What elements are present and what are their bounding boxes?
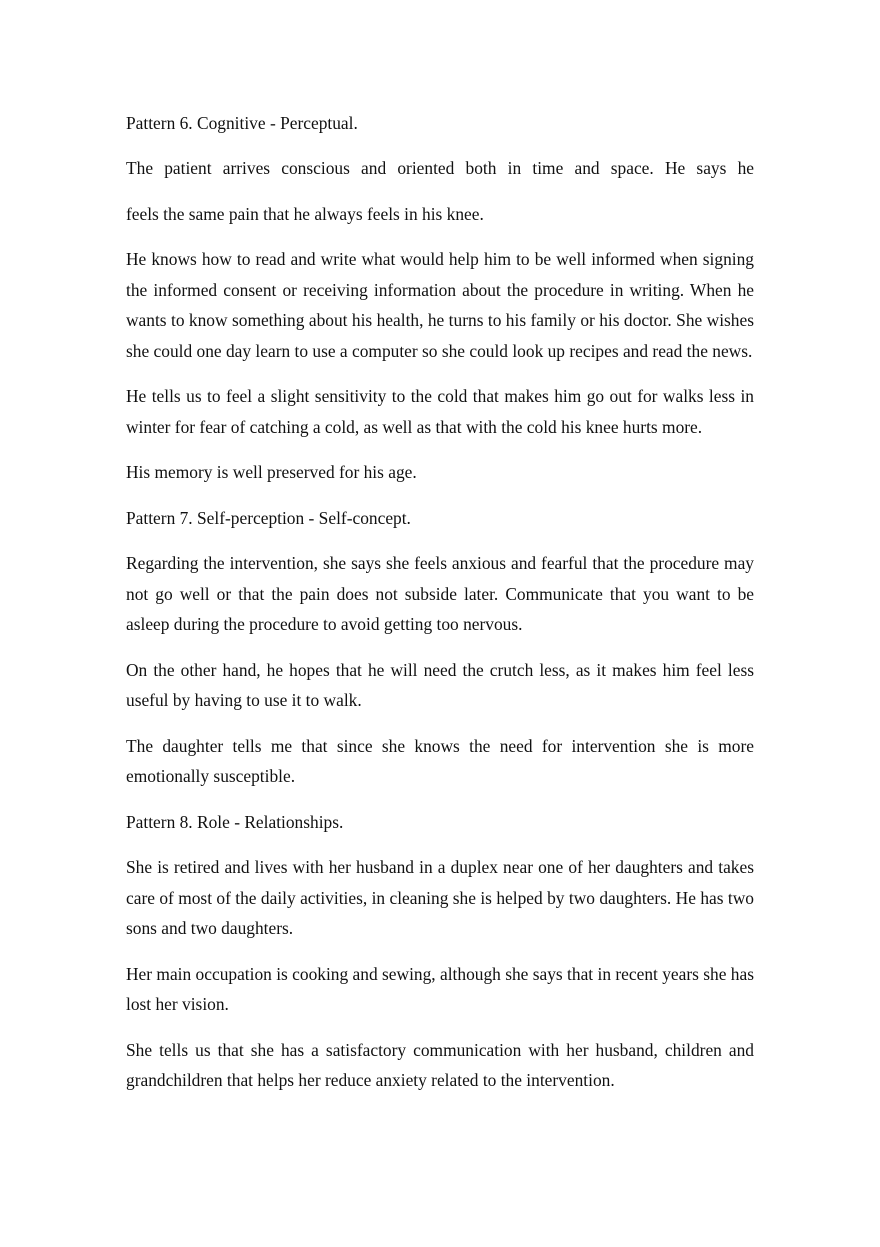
section-heading-pattern-6: Pattern 6. Cognitive - Perceptual.	[126, 113, 358, 133]
paragraph: The patient arrives conscious and oriented both in time and space. He says he	[126, 158, 754, 179]
section-heading-pattern-7: Pattern 7. Self-perception - Self-concept.	[126, 507, 411, 528]
paragraph: She is retired and lives with her husband in a duplex near one of her daughters and takes care of most of the daily activities, in cleaning she is helped by two daughters. He has two sons and two daughters.	[126, 857, 754, 939]
paragraph: He tells us to feel a slight sensitivity to the cold that makes him go out for walks less in winter for fear of catching a cold, as well as that with the cold his knee hurts more.	[126, 386, 754, 437]
paragraph: His memory is well preserved for his age.	[126, 462, 417, 483]
paragraph: On the other hand, he hopes that he will need the crutch less, as it makes him feel less useful by having to use it to walk.	[126, 659, 754, 711]
paragraph: He knows how to read and write what would help him to be well informed when signing the informed consent or receiving information about the procedure in writing. When he wants to know something about his health, he turns to his family or his doctor. She wishes she could one day learn to use a computer so she could look up recipes and read the news.	[126, 249, 754, 361]
document-body	[126, 108, 754, 1111]
paragraph: feels the same pain that he always feels in his knee.	[126, 203, 484, 224]
paragraph: Her main occupation is cooking and sewing, although she says that in recent years she has lost her vision.	[126, 963, 754, 1015]
paragraph: Regarding the intervention, she says she feels anxious and fearful that the procedure may not go well or that the pain does not subside later. Communicate that you want to be asleep during the procedure to avoid getting too nervous.	[126, 553, 754, 635]
section-heading-pattern-8: Pattern 8. Role - Relationships.	[126, 811, 344, 832]
paragraph: The daughter tells me that since she knows the need for intervention she is more emotionally susceptible.	[126, 735, 754, 787]
paragraph: She tells us that she has a satisfactory communication with her husband, children and grandchildren that helps her reduce anxiety related to the intervention.	[126, 1039, 754, 1091]
